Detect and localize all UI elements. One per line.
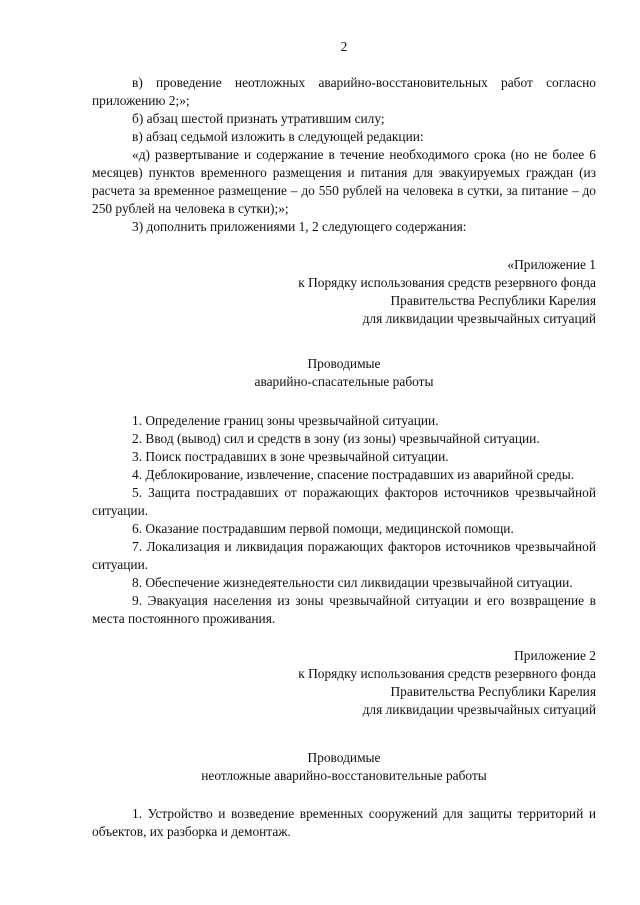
list-item: 3. Поиск пострадавших в зоне чрезвычайной ситуации.	[132, 449, 449, 464]
list-item: 2. Ввод (вывод) сил и средств в зону (из зоны) чрезвычайной ситуации.	[132, 431, 540, 446]
intro-paragraph: в) абзац седьмой изложить в следующей редакции:	[132, 129, 424, 144]
page-number: 2	[340, 39, 348, 54]
list-item: 5. Защита пострадавших от поражающих факторов источников чрезвычайной ситуации.	[92, 485, 596, 518]
appendix-2-line: для ликвидации чрезвычайных ситуаций	[362, 702, 596, 717]
appendix-1-title: Проводимые	[307, 356, 381, 371]
list-item: 8. Обеспечение жизнедеятельности сил ликвидации чрезвычайной ситуации.	[132, 575, 573, 590]
appendix-1-line: «Приложение 1	[507, 257, 596, 272]
appendix-2-line: Правительства Республики Карелия	[390, 684, 596, 699]
appendix-2-line: Приложение 2	[514, 648, 596, 663]
appendix-1-header	[92, 256, 596, 328]
appendix-2-title: Проводимые	[307, 750, 381, 765]
list-item: 6. Оказание пострадавшим первой помощи, медицинской помощи.	[132, 521, 514, 536]
intro-paragraph: «д) развертывание и содержание в течение необходимого срока (но не более 6 месяцев) пунктов временного размещения и питания для эвакуируемых граждан (из расчета за временное размещение – до 550 рублей на человека в сутки, за питание – до 250 рублей на человека в сутки);»;	[92, 147, 596, 216]
list-item: 1. Устройство и возведение временных сооружений для защиты территорий и объектов, их разборка и демонтаж.	[92, 806, 596, 839]
intro-paragraph: б) абзац шестой признать утратившим силу;	[132, 111, 385, 126]
list-item: 7. Локализация и ликвидация поражающих факторов источников чрезвычайной ситуации.	[92, 539, 596, 572]
list-item: 1. Определение границ зоны чрезвычайной ситуации.	[132, 413, 439, 428]
intro-paragraph: в) проведение неотложных аварийно-восстановительных работ согласно приложению 2;»;	[92, 75, 596, 108]
list-item: 4. Деблокирование, извлечение, спасение пострадавших из аварийной среды.	[132, 467, 575, 482]
appendix-1-subtitle: аварийно-спасательные работы	[254, 374, 434, 389]
appendix-2-subtitle: неотложные аварийно-восстановительные работы	[201, 768, 487, 783]
appendix-2-line: к Порядку использования средств резервного фонда	[298, 666, 596, 681]
appendix-2-header	[92, 647, 596, 719]
list-item: 9. Эвакуация населения из зоны чрезвычайной ситуации и его возвращение в места постоянного проживания.	[92, 593, 596, 626]
appendix-1-line: к Порядку использования средств резервного фонда	[298, 275, 596, 290]
appendix-1-line: Правительства Республики Карелия	[390, 293, 596, 308]
appendix-1-line: для ликвидации чрезвычайных ситуаций	[362, 311, 596, 326]
intro-paragraph: 3) дополнить приложениями 1, 2 следующего содержания:	[132, 219, 467, 234]
